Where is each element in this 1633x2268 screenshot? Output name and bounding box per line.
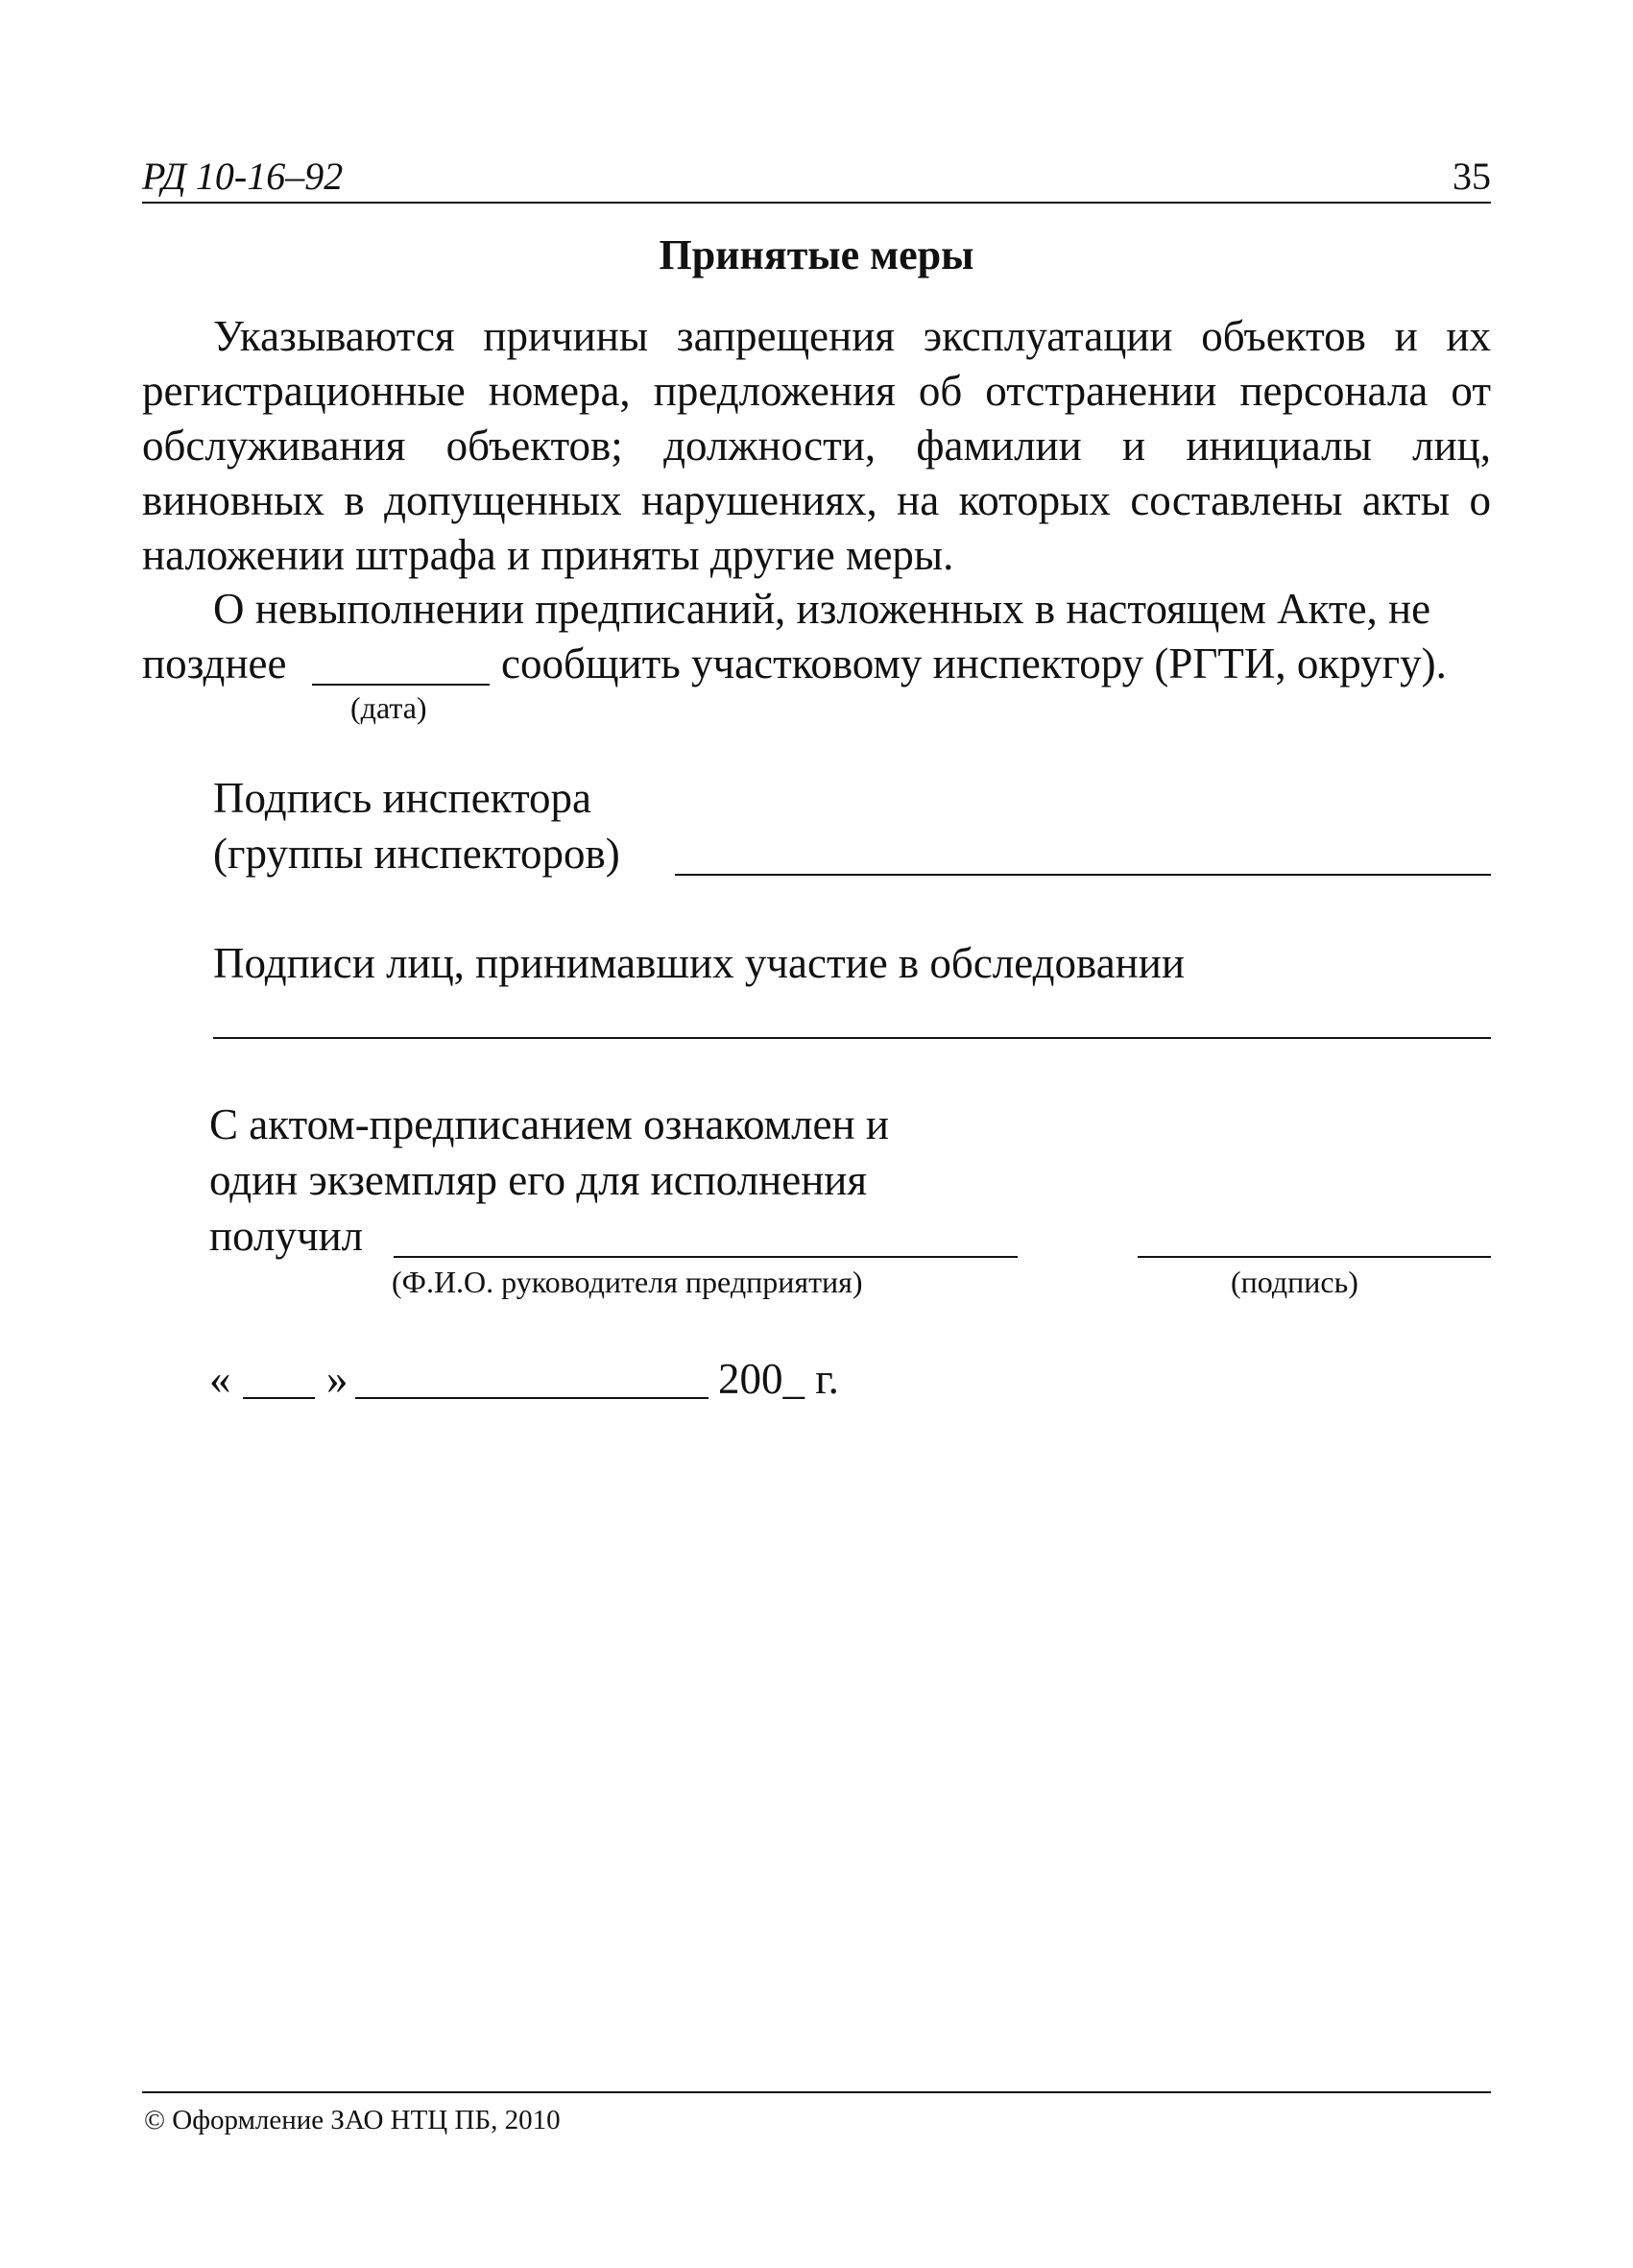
- page-number: 35: [1453, 155, 1491, 198]
- manager-name-caption: (Ф.И.О. руководителя предприятия): [392, 1265, 863, 1299]
- section-title: Принятые меры: [659, 231, 974, 278]
- paragraph-deadline: [142, 582, 1491, 637]
- day-fill-line: [243, 1397, 315, 1399]
- signature-line: [1138, 1256, 1491, 1258]
- deadline-line-2-rest: сообщить участковому инспектору (РГТИ, округу).: [501, 639, 1447, 688]
- inspector-group-label: (группы инспекторов): [213, 830, 620, 878]
- inspector-signature-label: Подпись инспектора: [213, 774, 592, 822]
- footer-rule: [142, 2091, 1491, 2093]
- year-label: 200_ г.: [718, 1355, 839, 1403]
- date-open-quote: «: [209, 1355, 231, 1403]
- footer-copyright: © Оформление ЗАО НТЦ ПБ, 2010: [144, 2105, 561, 2135]
- running-head: РД 10-16–92: [142, 155, 344, 198]
- date-caption: (дата): [350, 690, 427, 725]
- inspector-signature-line: [675, 874, 1491, 876]
- acknowledgement-line-1: С актом-предписанием ознакомлен и: [209, 1100, 889, 1148]
- participants-signatures-label: Подписи лиц, принимавших участие в обследовании: [213, 939, 1185, 987]
- paragraph-measures-description: Указываются причины запрещения эксплуатации объектов и их регистрационные номера, предложения об отстранении персонала от обслуживания объектов; должности, фамилии и инициалы лиц, виновных в допущенных нарушениях, на которых составлены акты о наложении штрафа и приняты другие меры.: [142, 312, 1491, 579]
- date-fill-line: [312, 684, 490, 686]
- manager-name-line: [394, 1256, 1018, 1258]
- header-rule: [142, 202, 1491, 204]
- acknowledgement-line-3: получил: [209, 1212, 364, 1260]
- signature-caption: (подпись): [1231, 1265, 1358, 1299]
- participants-signature-line: [213, 1037, 1491, 1039]
- deadline-line-1: О невыполнении предписаний, изложенных в настоящем Акте, не: [213, 585, 1431, 633]
- month-fill-line: [355, 1397, 708, 1399]
- date-close-quote: »: [326, 1355, 348, 1403]
- deadline-word: позднее: [142, 639, 287, 688]
- acknowledgement-line-2: один экземпляр его для исполнения: [209, 1156, 868, 1204]
